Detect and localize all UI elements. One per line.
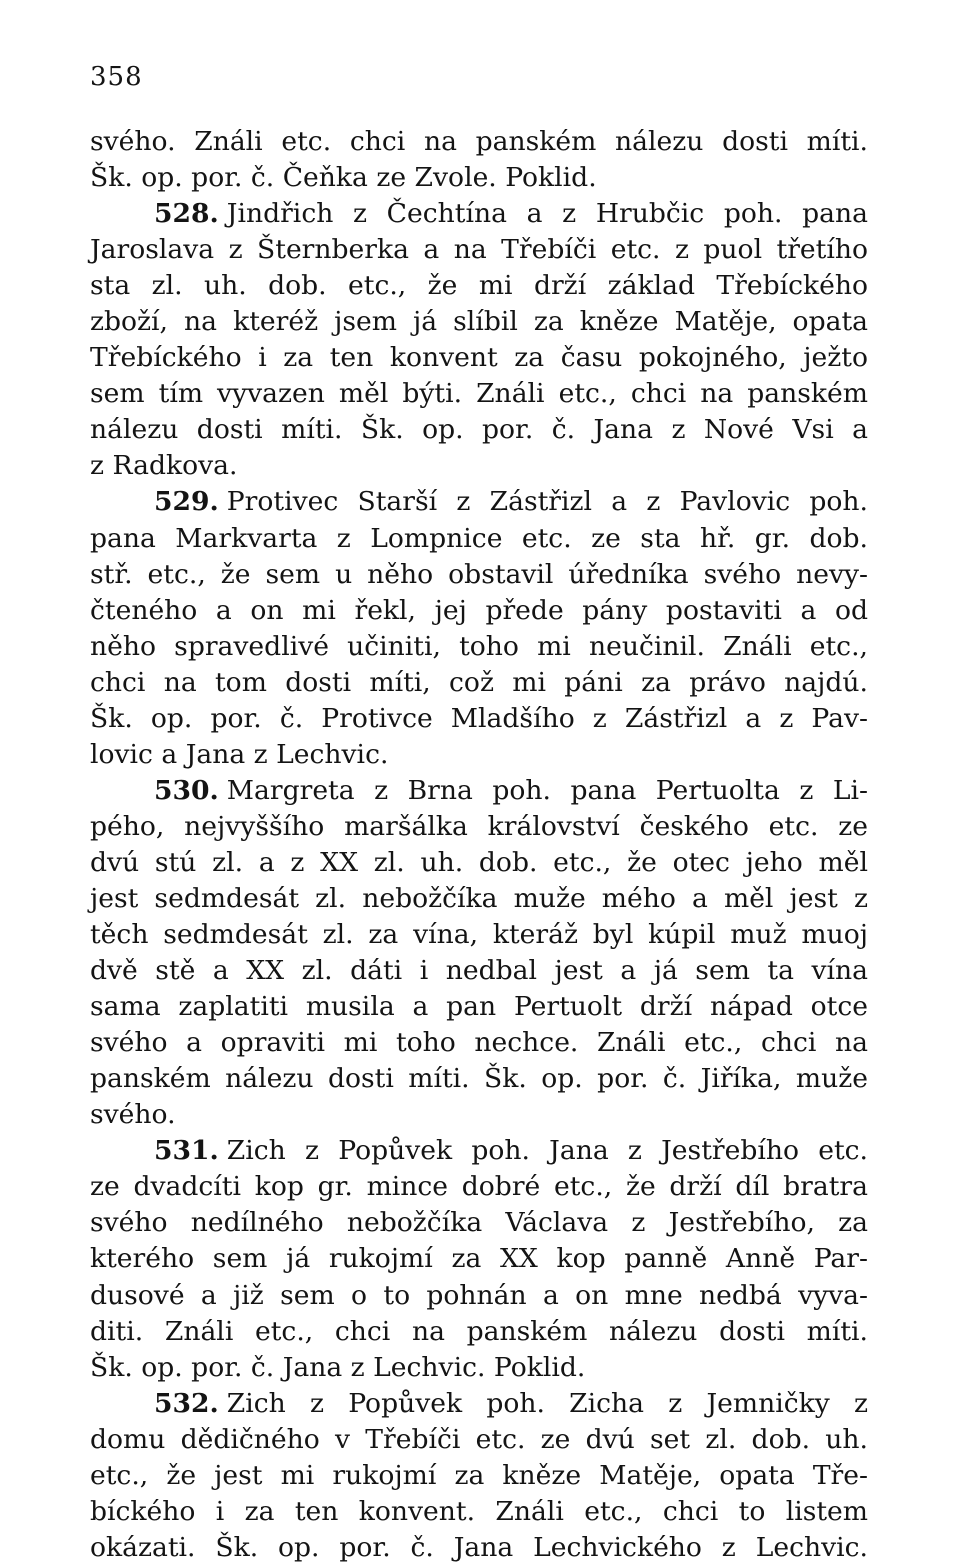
text-line — [90, 845, 868, 881]
text-line — [90, 1278, 868, 1314]
text-line — [90, 737, 868, 773]
text-line — [90, 268, 868, 304]
line-text: svého a opraviti mi toho nechce. Ználi etc., chci na — [90, 1027, 868, 1059]
line-text: sta zl. uh. dob. etc., že mi drží základ Třebíckého — [90, 270, 868, 302]
line-text: těch sedmdesát zl. za vína, kteráž byl kúpil muž muoj — [90, 919, 868, 951]
line-text: lovic a Jana z Lechvic. — [90, 738, 389, 770]
line-text: Jindřich z Čechtína a z Hrubčic poh. pana — [226, 198, 868, 230]
line-text: Margreta z Brna poh. pana Pertuolta z Li- — [226, 774, 868, 806]
line-text: nálezu dosti míti. Šk. op. por. č. Jana z Nové Vsi a — [90, 414, 868, 446]
text-line — [90, 989, 868, 1025]
entry-number: 531. — [154, 1135, 219, 1167]
text-line — [90, 701, 868, 737]
line-text: etc., že jest mi rukojmí za kněze Matěje, opata Tře- — [90, 1459, 868, 1491]
line-text: dvě stě a XX zl. dáti i nedbal jest a já sem ta vína — [90, 955, 868, 987]
entry-start-line — [90, 1133, 868, 1169]
text-line — [90, 917, 868, 953]
text-line — [90, 1169, 868, 1205]
line-text: pana Markvarta z Lompnice etc. ze sta hř. gr. dob. — [90, 522, 868, 554]
line-text: diti. Ználi etc., chci na panském nálezu dosti míti. — [90, 1315, 868, 1347]
line-text: ze dvadcíti kop gr. mince dobré etc., že drží díl bratra — [90, 1171, 868, 1203]
entry-number: 530. — [154, 774, 219, 806]
text-line — [90, 448, 868, 484]
line-text: Šk. op. por. č. Protivce Mladšího z Zástřizl a z Pav- — [90, 702, 868, 734]
body-text — [90, 124, 868, 1566]
entry-start-line — [90, 484, 868, 520]
text-line — [90, 124, 868, 160]
line-text: dvú stú zl. a z XX zl. uh. dob. etc., že otec jeho měl — [90, 846, 868, 878]
text-line — [90, 665, 868, 701]
text-line — [90, 809, 868, 845]
line-text: kterého sem já rukojmí za XX kop panně Anně Par- — [90, 1243, 868, 1275]
line-text: svého. — [90, 1099, 176, 1131]
text-line — [90, 1530, 868, 1566]
text-line — [90, 1458, 868, 1494]
entry-number: 529. — [154, 486, 219, 518]
line-text: něho spravedlivé učiniti, toho mi neučinil. Ználi etc., — [90, 630, 868, 662]
line-text: okázati. Šk. op. por. č. Jana Lechvického z Lechvic. — [90, 1531, 868, 1563]
line-text: Šk. op. por. č. Jana z Lechvic. Poklid. — [90, 1351, 586, 1383]
line-text: pého, nejvyššího maršálka království českého etc. ze — [90, 810, 868, 842]
text-line — [90, 1061, 868, 1097]
line-text: bíckého i za ten konvent. Ználi etc., chci to listem — [90, 1495, 868, 1527]
line-text: Protivec Starší z Zástřizl a z Pavlovic poh. — [226, 486, 868, 518]
line-text: chci na tom dosti míti, což mi páni za právo najdú. — [90, 666, 868, 698]
text-line — [90, 412, 868, 448]
text-line — [90, 160, 868, 196]
line-text: dusové a již sem o to pohnán a on mne nedbá vyva- — [90, 1279, 868, 1311]
line-text: Jaroslava z Šternberka a na Třebíči etc. z puol třetího — [90, 234, 868, 266]
text-line — [90, 629, 868, 665]
line-text: Šk. op. por. č. Čeňka ze Zvole. Poklid. — [90, 162, 597, 194]
text-line — [90, 1097, 868, 1133]
line-text: panském nálezu dosti míti. Šk. op. por. č. Jiříka, muže — [90, 1063, 868, 1095]
text-line — [90, 232, 868, 268]
text-line — [90, 1025, 868, 1061]
entry-start-line — [90, 1386, 868, 1422]
text-line — [90, 953, 868, 989]
line-text: zboží, na kteréž jsem já slíbil za kněze Matěje, opata — [90, 306, 868, 338]
line-text: Třebíckého i za ten konvent za času pokojného, ježto — [90, 342, 868, 374]
page-number: 358 — [90, 62, 143, 92]
entry-start-line — [90, 196, 868, 232]
text-line — [90, 1422, 868, 1458]
line-text: jest sedmdesát zl. nebožčíka muže mého a měl jest z — [90, 882, 868, 914]
entry-number: 532. — [154, 1387, 219, 1419]
line-text: stř. etc., že sem u něho obstavil úředníka svého nevy- — [90, 558, 868, 590]
line-text: domu dědičného v Třebíči etc. ze dvú set zl. dob. uh. — [90, 1423, 868, 1455]
line-text: sama zaplatiti musila a pan Pertuolt drží nápad otce — [90, 991, 868, 1023]
entry-start-line — [90, 773, 868, 809]
text-line — [90, 593, 868, 629]
entry-number: 528. — [154, 198, 219, 230]
text-line — [90, 1205, 868, 1241]
line-text: sem tím vyvazen měl býti. Ználi etc., chci na panském — [90, 378, 868, 410]
line-text: Zich z Popůvek poh. Jana z Jestřebího etc. — [226, 1135, 868, 1167]
text-line — [90, 881, 868, 917]
text-line — [90, 340, 868, 376]
text-line — [90, 1350, 868, 1386]
text-line — [90, 557, 868, 593]
text-line — [90, 521, 868, 557]
text-line — [90, 304, 868, 340]
text-line — [90, 1241, 868, 1277]
line-text: z Radkova. — [90, 450, 238, 482]
line-text: Zich z Popůvek poh. Zicha z Jemničky z — [226, 1387, 868, 1419]
text-line — [90, 1314, 868, 1350]
text-line — [90, 376, 868, 412]
line-text: svého. Ználi etc. chci na panském nálezu dosti míti. — [90, 126, 868, 157]
line-text: svého nedílného nebožčíka Václava z Jestřebího, za — [90, 1207, 868, 1239]
text-line — [90, 1494, 868, 1530]
line-text: čteného a on mi řekl, jej přede pány postaviti a od — [90, 594, 868, 626]
